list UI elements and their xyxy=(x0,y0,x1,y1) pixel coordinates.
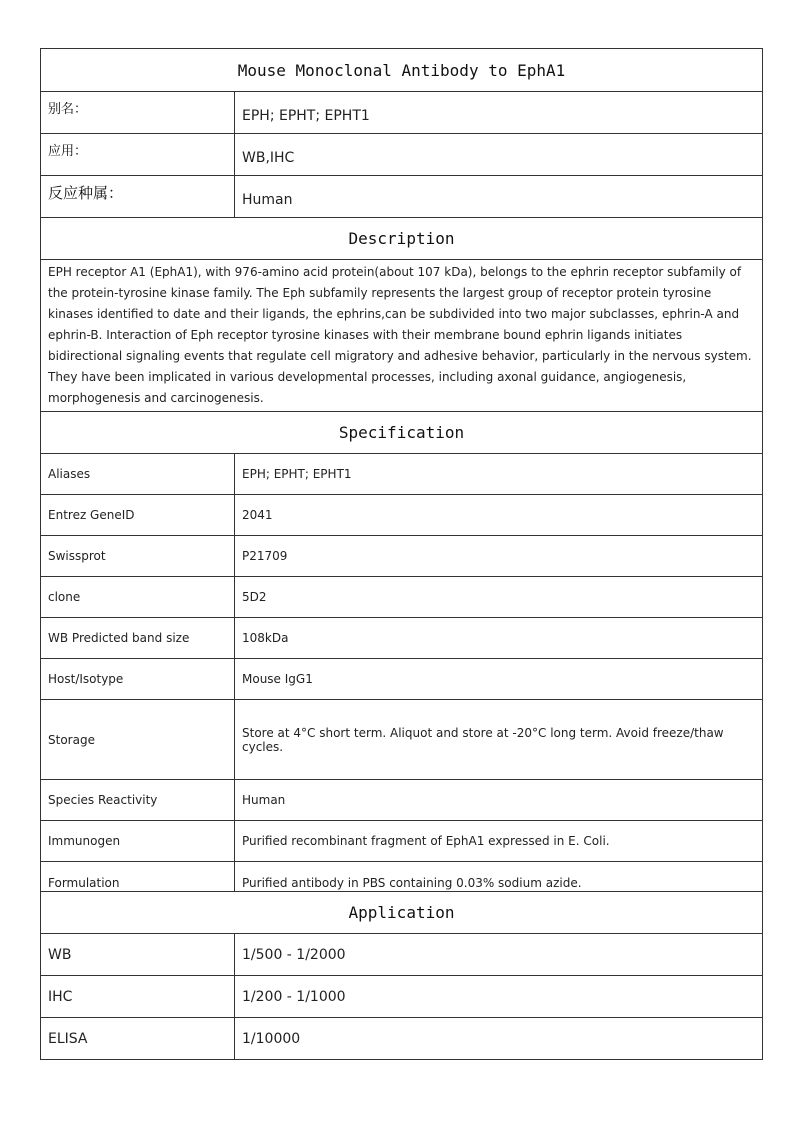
spec-value-formulation: Purified antibody in PBS containing 0.03% sodium azide. xyxy=(235,862,763,892)
description-text: EPH receptor A1 (EphA1), with 976-amino acid protein(about 107 kDa), belongs to the ephrin receptor subfamily of the protein-tyrosine kinase family. The Eph subfamily represents the largest group of receptor protein tyrosine kinases identified to date and their ligands, the ephrins,can be subdivided into two major subclasses, ephrin-A and ephrin-B. Interaction of Eph receptor tyrosine kinases with their membrane bound ephrin ligands initiates bidirectional signaling events that regulate cell migratory and adhesive behavior, particularly in the nervous system. They have been implicated in various developmental processes, including axonal guidance, angiogenesis, morphogenesis and carcinogenesis. xyxy=(41,260,763,412)
spec-row xyxy=(41,495,763,536)
alias-label: 别名： xyxy=(41,92,235,134)
spec-value-species: Human xyxy=(235,780,763,821)
description-heading: Description xyxy=(41,218,763,260)
spec-value-immunogen: Purified recombinant fragment of EphA1 expressed in E. Coli. xyxy=(235,821,763,862)
page-title: Mouse Monoclonal Antibody to EphA1 xyxy=(41,49,763,92)
info-row-application xyxy=(41,134,763,176)
spec-value-host: Mouse IgG1 xyxy=(235,659,763,700)
spec-row xyxy=(41,536,763,577)
application-value: WB,IHC xyxy=(235,134,763,176)
alias-value: EPH; EPHT; EPHT1 xyxy=(235,92,763,134)
application-heading-row xyxy=(41,892,763,934)
spec-value-aliases: EPH; EPHT; EPHT1 xyxy=(235,454,763,495)
spec-row xyxy=(41,618,763,659)
spec-row xyxy=(41,862,763,892)
spec-label-clone: clone xyxy=(41,577,235,618)
spec-value-geneid: 2041 xyxy=(235,495,763,536)
datasheet-table xyxy=(40,48,763,1060)
app-label-ihc: IHC xyxy=(41,976,235,1018)
application-label: 应用： xyxy=(41,134,235,176)
title-row xyxy=(41,49,763,92)
spec-label-aliases: Aliases xyxy=(41,454,235,495)
reactivity-label: 反应种属： xyxy=(41,176,235,218)
app-row xyxy=(41,934,763,976)
info-row-alias xyxy=(41,92,763,134)
app-row xyxy=(41,976,763,1018)
spec-value-band-size: 108kDa xyxy=(235,618,763,659)
spec-label-formulation: Formulation xyxy=(41,862,235,892)
spec-label-swissprot: Swissprot xyxy=(41,536,235,577)
spec-label-immunogen: Immunogen xyxy=(41,821,235,862)
app-label-wb: WB xyxy=(41,934,235,976)
spec-row xyxy=(41,780,763,821)
app-row xyxy=(41,1018,763,1060)
reactivity-value: Human xyxy=(235,176,763,218)
app-value-elisa: 1/10000 xyxy=(235,1018,763,1060)
application-heading: Application xyxy=(41,892,763,934)
spec-value-clone: 5D2 xyxy=(235,577,763,618)
spec-row xyxy=(41,700,763,780)
spec-label-species: Species Reactivity xyxy=(41,780,235,821)
app-label-elisa: ELISA xyxy=(41,1018,235,1060)
spec-row xyxy=(41,659,763,700)
spec-value-swissprot: P21709 xyxy=(235,536,763,577)
spec-label-storage: Storage xyxy=(41,700,235,780)
description-heading-row xyxy=(41,218,763,260)
spec-row xyxy=(41,454,763,495)
spec-row xyxy=(41,577,763,618)
info-row-reactivity xyxy=(41,176,763,218)
spec-label-host: Host/Isotype xyxy=(41,659,235,700)
spec-value-storage: Store at 4°C short term. Aliquot and store at -20°C long term. Avoid freeze/thaw cycles. xyxy=(235,700,763,780)
app-value-ihc: 1/200 - 1/1000 xyxy=(235,976,763,1018)
app-value-wb: 1/500 - 1/2000 xyxy=(235,934,763,976)
specification-heading: Specification xyxy=(41,412,763,454)
spec-label-geneid: Entrez GeneID xyxy=(41,495,235,536)
spec-label-band-size: WB Predicted band size xyxy=(41,618,235,659)
description-row xyxy=(41,260,763,412)
specification-heading-row xyxy=(41,412,763,454)
spec-row xyxy=(41,821,763,862)
